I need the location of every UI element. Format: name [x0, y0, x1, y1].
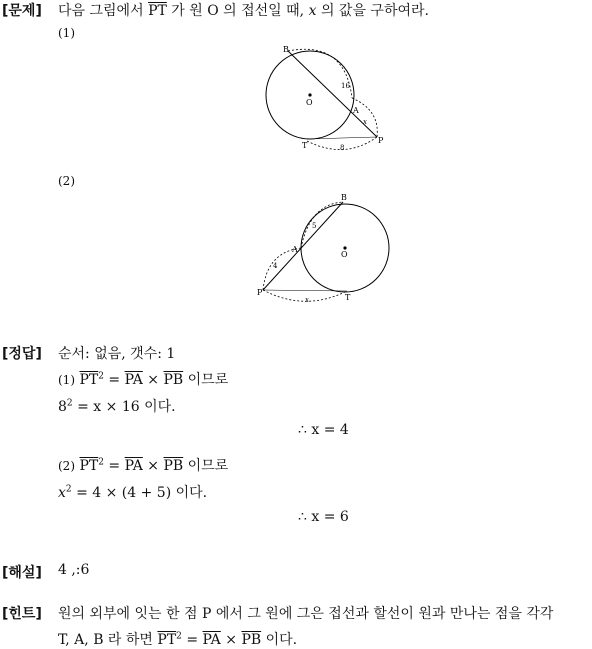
fig2-label-5: 5: [312, 222, 317, 230]
fig1-label-a: A: [353, 106, 359, 115]
hint-times: ×: [220, 632, 242, 648]
fig1-label-t: T: [302, 141, 308, 150]
answer-p1-num: (1): [58, 373, 75, 387]
figure-1: [255, 40, 395, 155]
hint-line2-prefix: T, A, B 라 하면: [58, 632, 158, 648]
explanation-label: [해설]: [2, 565, 42, 581]
answer-p2-pb: $\overline{PB}$: [163, 458, 184, 474]
answer-p2-eq: =: [103, 458, 125, 474]
fig2-label-4: 4: [273, 262, 278, 270]
fig2-label-x: x: [305, 296, 309, 304]
answer-part2-line1: [58, 455, 228, 475]
answer-p2-times: ×: [142, 458, 164, 474]
answer-meta: 순서: 없음, 갯수: 1: [58, 346, 176, 362]
answer-p2-end: 이므로: [183, 458, 229, 474]
answer-p1-pb: $\overline{PB}$: [163, 372, 184, 388]
hint-pb: $\overline{PB}$: [241, 632, 262, 648]
center-dot: [308, 93, 311, 96]
answer-p1-pt: $\overline{PT}$: [79, 372, 99, 388]
hint-sq: 2: [176, 631, 182, 642]
fig2-label-p: P: [257, 288, 263, 297]
answer-p2-pa: $\overline{PA}$: [124, 458, 143, 474]
question-prefix: 다음 그림에서: [58, 3, 144, 19]
answer-label: [정답]: [2, 346, 42, 362]
fig1-label-8: 8: [340, 144, 345, 152]
hint-pt: $\overline{PT}$: [157, 632, 177, 648]
answer-p1-end: 이므로: [183, 372, 229, 388]
arc-16: [288, 49, 352, 98]
question-suffix-1: 가 원 O 의 접선일 때,: [171, 3, 305, 19]
question-suffix-2: 의 값을 구하여라.: [320, 3, 429, 19]
part2-label: (2): [58, 174, 75, 188]
hint-pa: $\overline{PA}$: [202, 632, 221, 648]
secant-line: [263, 202, 343, 290]
answer-p1-line2sq: 2: [66, 398, 73, 409]
answer-p1-times: ×: [142, 372, 164, 388]
figure-2: [255, 190, 395, 305]
hint-line2: [58, 629, 297, 649]
answer-part2-result: ∴ x = 6: [298, 509, 349, 525]
fig2-label-b: B: [341, 193, 347, 202]
fig1-label-16: 16: [341, 82, 350, 90]
answer-p2-sq: 2: [98, 457, 104, 468]
fig1-label-x: x: [363, 118, 367, 126]
answer-p1-eq: =: [103, 372, 125, 388]
answer-p1-sq: 2: [98, 371, 104, 382]
answer-part2-line2: [58, 482, 207, 502]
answer-part1-line2: [58, 396, 176, 416]
fig2-label-t: T: [345, 293, 351, 302]
segment-pt: $\overline{PT}$: [148, 3, 167, 19]
answer-p2-num: (2): [58, 459, 75, 473]
fig2-label-o: O: [341, 250, 348, 259]
fig1-label-p: P: [378, 136, 384, 145]
hint-label: [힌트]: [2, 606, 42, 622]
variable-x: x: [308, 3, 317, 19]
answer-p1-pa: $\overline{PA}$: [124, 372, 143, 388]
fig1-label-o: O: [306, 98, 313, 107]
answer-p1-line2b: = x × 16 이다.: [72, 399, 176, 415]
answer-p2-line2sq: 2: [65, 484, 72, 495]
part1-label: (1): [58, 26, 75, 40]
hint-line1: 원의 외부에 잇는 한 점 P 에서 그 원에 그은 접선과 할선이 원과 만나는 점을 각각: [58, 606, 554, 622]
fig2-label-a: A: [292, 245, 298, 254]
explanation-text: 4 ,:6: [58, 562, 90, 578]
answer-p1-line2a: 8: [58, 399, 67, 415]
problem-question: [58, 0, 429, 20]
problem-label: [문제]: [2, 3, 42, 19]
hint-eq: =: [181, 632, 203, 648]
fig1-label-b: B: [283, 45, 289, 54]
answer-p2-line2a: x: [58, 485, 66, 501]
answer-p2-pt: $\overline{PT}$: [79, 458, 99, 474]
answer-p2-line2b: = 4 × (4 + 5) 이다.: [71, 485, 208, 501]
answer-part1-line1: [58, 369, 228, 389]
answer-part1-result: ∴ x = 4: [298, 422, 349, 438]
hint-end: 이다.: [261, 632, 298, 648]
